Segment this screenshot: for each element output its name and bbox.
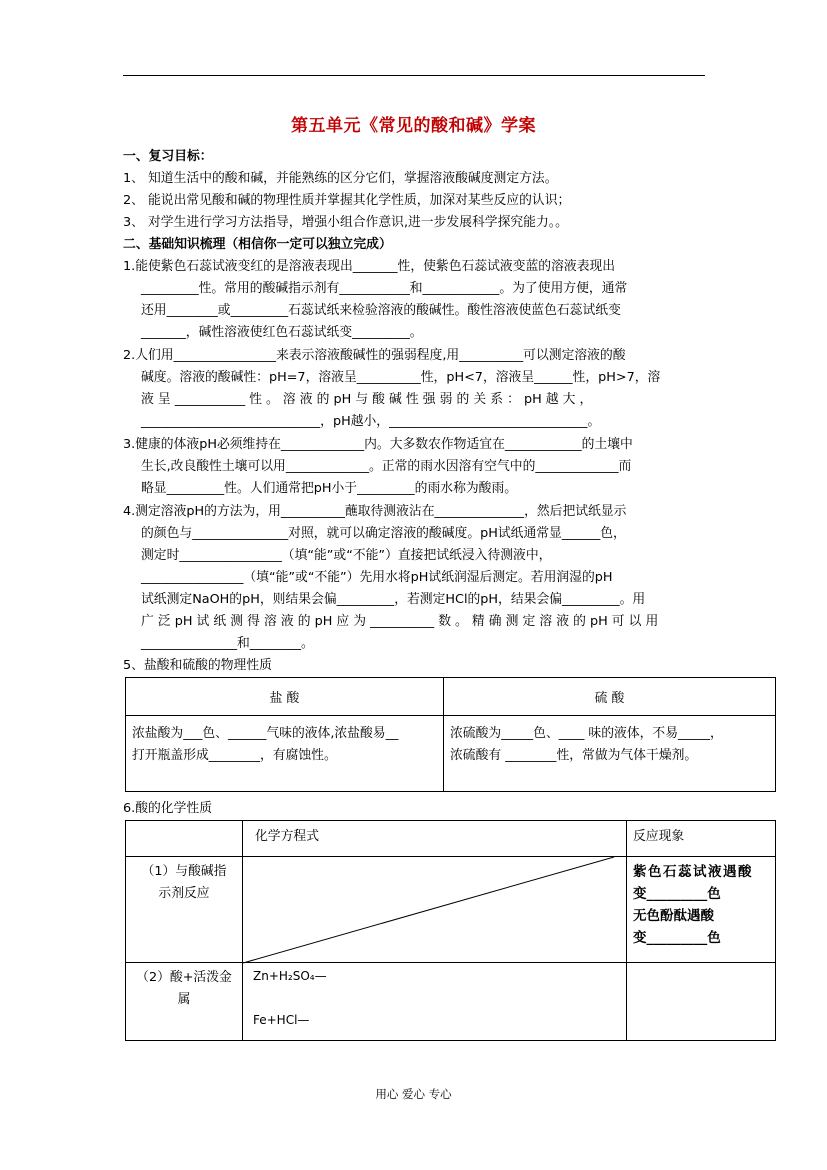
q6-heading: 6.酸的化学性质 <box>123 801 212 816</box>
diagonal-cell <box>243 857 627 963</box>
section2-heading: 二、基础知识梳理（相信你一定可以独立完成） <box>123 237 392 252</box>
hcl-properties: 浓盐酸为___色、______气味的液体,浓盐酸易__ 打开瓶盖形成________，有腐蚀性。 <box>126 716 444 792</box>
table-header: 硫 酸 <box>444 678 776 716</box>
question-line: 的颜色与_______________对照，就可以确定溶液的酸碱度。pH试纸通常显______色， <box>141 526 626 541</box>
question-line: ________________（填“能”或“不能”）先用水将pH试纸润湿后测定。若用润湿的pH <box>141 570 613 585</box>
question-line: 2.人们用________________来表示溶液酸碱性的强弱程度,用__________可以测定溶液的酸 <box>123 348 626 363</box>
header-rule <box>123 75 705 76</box>
table-header: 化学方程式 <box>243 821 627 857</box>
question-line: _______，碱性溶液使红色石蕊试纸变_________。 <box>141 325 423 340</box>
section1-heading: 一、复习目标： <box>123 149 213 164</box>
metal-equations: Zn+H₂SO₄— Fe+HCl— <box>243 963 627 1041</box>
row-label: （1）与酸碱指 示剂反应 <box>126 857 243 963</box>
acid-physical-table <box>125 677 776 792</box>
question-line: _________性。常用的酸碱指示剂有___________和____________。为了使用方便，通常 <box>141 281 628 296</box>
question-line: ____________________________，pH越小，_______________________________。 <box>141 414 601 429</box>
page-title: 第五单元《常见的酸和碱》学案 <box>291 116 536 136</box>
question-line: 碱度。溶液的酸碱性：pH=7，溶液呈__________性，pH<7，溶液呈______性，pH>7，溶 <box>141 370 661 385</box>
question-line: 3.健康的体液pH必须维持在_____________内。大多数农作物适宜在____________的土壤中 <box>123 437 633 452</box>
question-line: 略显_________性。人们通常把pH小于_________的雨水称为酸雨。 <box>141 481 518 496</box>
goal-item: 2、 能说出常见酸和碱的物理性质并掌握其化学性质，加深对某些反应的认识； <box>123 193 571 208</box>
question-line: 广 泛 pH 试 纸 测 得 溶 液 的 pH 应 为 __________ 数 。 精 确 测 定 溶 液 的 pH 可 以 用 <box>141 614 659 629</box>
diagonal-line <box>243 857 615 964</box>
indicator-phenomenon: 紫色石蕊试液遇酸 变_________色 无色酚酞遇酸 变_________色 <box>627 857 776 963</box>
goal-item: 3、 对学生进行学习方法指导，增强小组合作意识,进一步发展科学探究能力。。 <box>123 215 568 230</box>
acid-chemical-table <box>125 820 776 1041</box>
question-line: 测定时________________（填“能”或“不能”）直接把试纸浸入待测液中， <box>141 548 552 563</box>
h2so4-properties: 浓硫酸为_____色、____ 味的液体，不易_____， 浓硫酸有 ________性，常做为气体干燥剂。 <box>444 716 776 792</box>
row-label: （2）酸+活泼金 属 <box>126 963 243 1041</box>
question-line: 还用________或_________石蕊试纸来检验溶液的酸碱性。酸性溶液使蓝色石蕊试纸变 <box>141 303 621 318</box>
question-line: _______________和________。 <box>141 636 314 651</box>
question-line: 4.测定溶液pH的方法为，用__________蘸取待测液沾在______________，然后把试纸显示 <box>123 504 627 519</box>
question-line: 1.能使紫色石蕊试液变红的是溶液表现出_______性，使紫色石蕊试液变蓝的溶液表现出 <box>123 259 616 274</box>
table-header: 盐 酸 <box>126 678 444 716</box>
table-header: 反应现象 <box>627 821 776 857</box>
question-line: 生长,改良酸性土壤可以用_____________。正常的雨水因溶有空气中的_____________而 <box>141 459 632 474</box>
q5-heading: 5、盐酸和硫酸的物理性质 <box>123 658 272 673</box>
goal-item: 1、 知道生活中的酸和碱，并能熟练的区分它们，掌握溶液酸碱度测定方法。 <box>123 171 558 186</box>
question-line: 液 呈 ___________ 性 。 溶 液 的 pH 与 酸 碱 性 强 弱 的 关 系 ： pH 越 大 ， <box>141 392 593 407</box>
question-line: 试纸测定NaOH的pH，则结果会偏_________，若测定HCl的pH，结果会偏_________。用 <box>141 592 646 607</box>
page-footer: 用心 爱心 专心 <box>375 1087 452 1101</box>
